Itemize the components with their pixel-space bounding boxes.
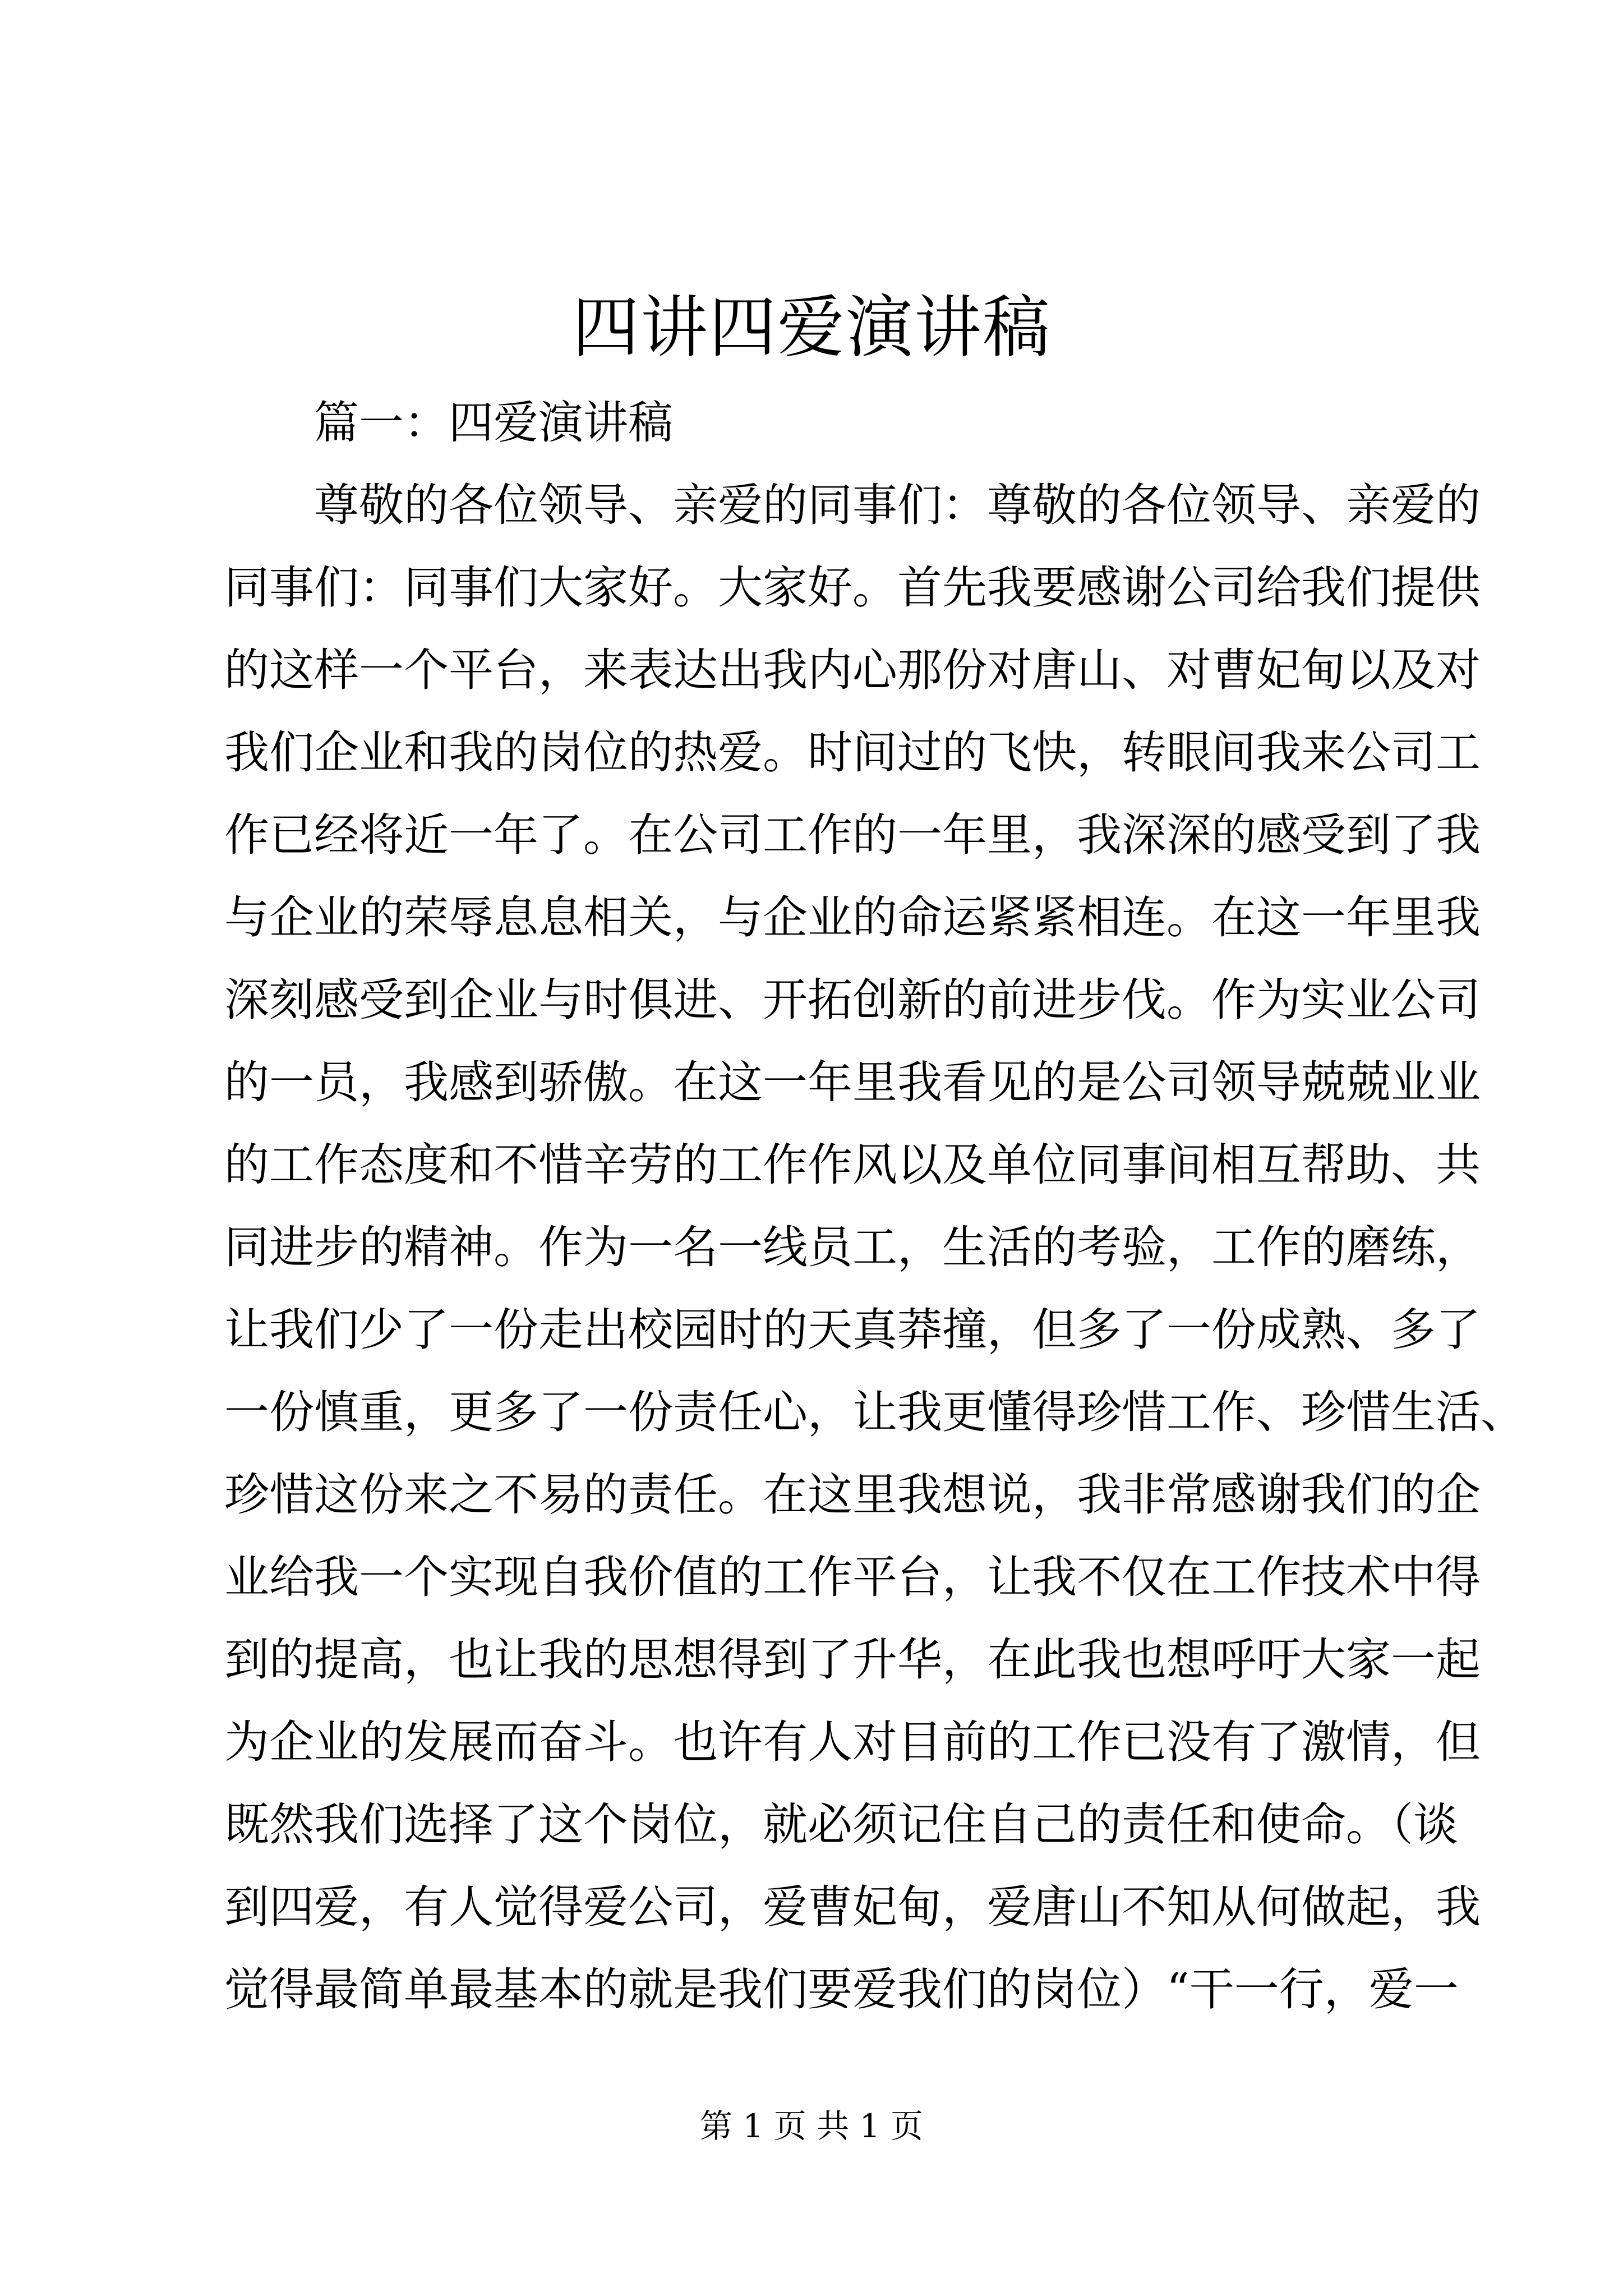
paragraph-line: 到四爱，有人觉得爱公司，爱曹妃甸，爱唐山不知从何做起，我 <box>224 1881 1481 1933</box>
paragraph-line: 珍惜这份来之不易的责任。在这里我想说，我非常感谢我们的企 <box>224 1469 1481 1521</box>
document-body <box>224 381 1525 2031</box>
paragraph-line: 同进步的精神。作为一名一线员工，生活的考验，工作的磨练， <box>224 1221 1481 1273</box>
paragraph-line: 业给我一个实现自我价值的工作平台，让我不仅在工作技术中得 <box>224 1551 1481 1603</box>
paragraph-line: 一份慎重，更多了一份责任心，让我更懂得珍惜工作、珍惜生活、 <box>224 1386 1525 1438</box>
paragraph-line: 既然我们选择了这个岗位，就必须记住自己的责任和使命。（谈 <box>224 1798 1458 1851</box>
paragraph-line: 的这样一个平台，来表达出我内心那份对唐山、对曹妃甸以及对 <box>224 644 1481 696</box>
document-title: 四讲四爱演讲稿 <box>572 289 1051 367</box>
paragraph-line: 我们企业和我的岗位的热爱。时间过的飞快，转眼间我来公司工 <box>224 726 1481 779</box>
paragraph-line: 同事们：同事们大家好。大家好。首先我要感谢公司给我们提供 <box>224 562 1481 614</box>
paragraph-line: 为企业的发展而奋斗。也许有人对目前的工作已没有了激情，但 <box>224 1716 1481 1768</box>
paragraph-line: 让我们少了一份走出校园时的天真莽撞，但多了一份成熟、多了 <box>224 1304 1481 1356</box>
paragraph-line: 作已经将近一年了。在公司工作的一年里，我深深的感受到了我 <box>224 809 1481 861</box>
section-heading: 篇一：四爱演讲稿 <box>314 397 673 449</box>
paragraph-line: 的工作态度和不惜辛劳的工作作风以及单位同事间相互帮助、共 <box>224 1139 1481 1191</box>
page-footer: 第 1 页 共 1 页 <box>700 2107 923 2145</box>
paragraph-line: 的一员，我感到骄傲。在这一年里我看见的是公司领导兢兢业业 <box>224 1056 1481 1108</box>
paragraph-line: 深刻感受到企业与时俱进、开拓创新的前进步伐。作为实业公司 <box>224 974 1481 1026</box>
paragraph-line: 与企业的荣辱息息相关，与企业的命运紧紧相连。在这一年里我 <box>224 891 1481 944</box>
paragraph-line: 尊敬的各位领导、亲爱的同事们：尊敬的各位领导、亲爱的 <box>314 479 1481 531</box>
paragraph-line: 到的提高，也让我的思想得到了升华，在此我也想呼吁大家一起 <box>224 1634 1481 1686</box>
paragraph-line: 觉得最简单最基本的就是我们要爱我们的岗位）“干一行，爱一 <box>224 1963 1459 2016</box>
